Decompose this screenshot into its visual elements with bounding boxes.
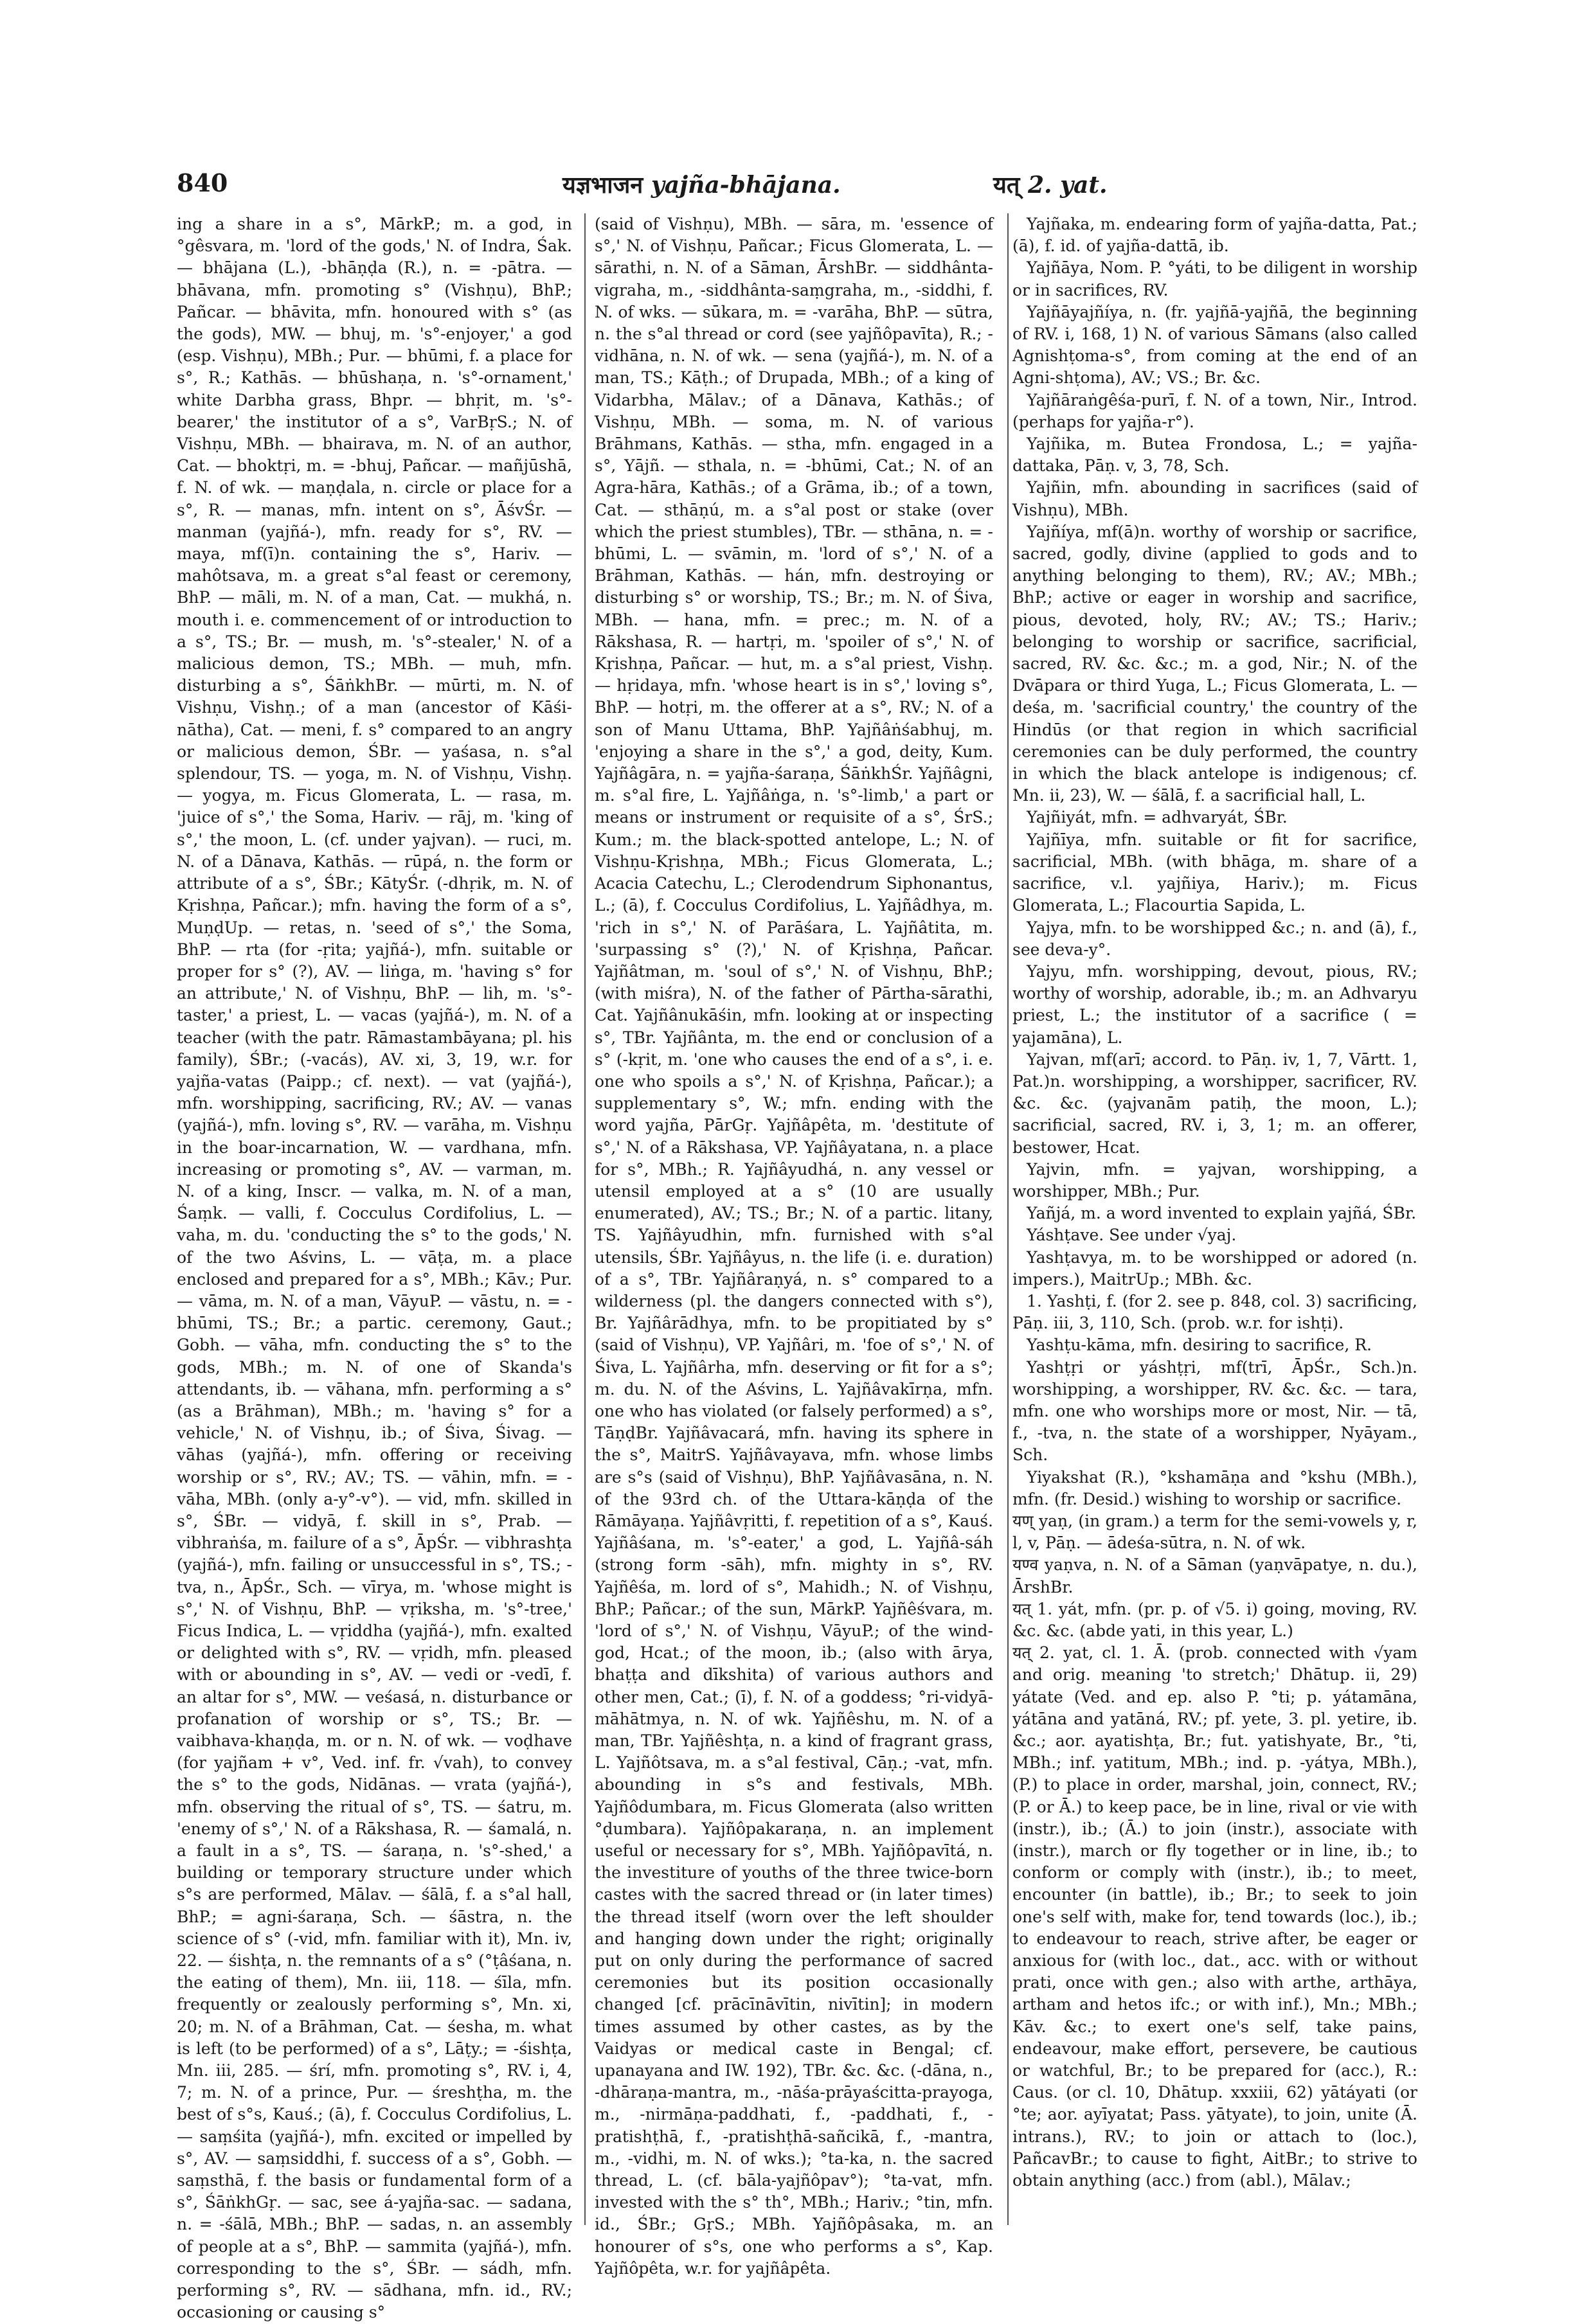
entry-yajnin: Yajñin, mfn. abounding in sacrifices (said of Vishṇu), MBh. [1012,478,1417,519]
running-header [177,168,1417,198]
entry-yashtavya: Yashṭavya, m. to be worshipped or adored (n. impers.), MaitrUp.; MBh. &c. [1012,1247,1417,1289]
entry-yashti: 1. Yashṭi, f. (for 2. see p. 848, col. 3) sacrificing, Pāṇ. iii, 3, 110, Sch. (prob. w.r. for ishṭi). [1012,1291,1417,1333]
right-running-head [993,168,1107,200]
column-1-text: ing a share in a s°, MārkP.; m. a god, in °gêsvara, m. 'lord of the gods,' N. of Indra, Śak. — bhājana (L.), -bhāṇḍa (R.), n. = -pātra. — bhāvana, mfn. promoting s° (Vishṇu), BhP.; Pañcar. — bhāvita, mfn. honoured with s° (as the gods), MW. — bhuj, m. 's°-enjoyer,' a god (esp. Vishṇu), MBh.; Pur. — bhūmi, f. a place for s°, R.; Kathās. — bhūshaṇa, n. 's°-ornament,' white Darbha grass, Bhpr. — bhṛit, m. 's°-bearer,' the institutor of a s°, VarBṛS.; N. of Vishṇu, MBh. — bhairava, m. N. of an author, Cat. — bhoktṛi, m. = -bhuj, Pañcar. — mañjūshā, f. N. of wk. — maṇḍala, n. circle or place for a s°, R. — manas, mfn. intent on s°, ĀśvŚr. — manman (yajñá-), mfn. ready for s°, RV. — maya, mf(ī)n. containing the s°, Hariv. — mahôtsava, m. a great s°al feast or ceremony, BhP. — māli, m. N. of a man, Cat. — mukhá, n. mouth i. e. commencement of or introduction to a s°, TS.; Br. — mush, m. 's°-stealer,' N. of a malicious demon, TS.; MBh. — muh, mfn. disturbing a s°, ŚāṅkhBr. — mūrti, m. N. of Vishṇu, Vishṇ.; of a man (ancestor of Kāśi-nātha), Cat. — meni, f. s° compared to an angry or malicious demon, ŚBr. — yaśasa, n. s°al splendour, TS. — yoga, m. N. of Vishṇu, Vishṇ. — yogya, m. Ficus Glomerata, L. — rasa, m. 'juice of s°,' the Soma, Hariv. — rāj, m. 'king of s°,' the moon, L. (cf. under yajvan). — ruci, m. N. of a Dānava, Kathās. — rūpá, n. the form or attribute of a s°, ŚBr.; KātyŚr. (-dhṛik, m. N. of Kṛishṇa, Pañcar.); mfn. having the form of a s°, MuṇḍUp. — retas, n. 'seed of s°,' the Soma, BhP. — rta (for -ṛita; yajñá-), mfn. suitable or proper for s° (?), AV. — liṅga, m. 'having s° for an attribute,' N. of Vishṇu, BhP. — lih, m. 's°-taster,' a priest, L. — vacas (yajñá-), m. N. of a teacher (with the patr. Rāmastambāyana; pl. his family), ŚBr.; (-vacás), AV. xi, 3, 19, w.r. for yajña-vatas (Paipp.; cf. next). — vat (yajñá-), mfn. worshipping, sacrificing, RV.; AV. — vanas (yajñá-), mfn. loving s°, RV. — varāha, m. Vishṇu in the boar-incarnation, W. — vardhana, mfn. increasing or promoting s°, AV. — varman, m. N. of a king, Inscr. — valka, m. N. of a man, Śaṃk. — valli, f. Cocculus Cordifolius, L. — vaha, m. du. 'conducting the s° to the gods,' N. of the two Aśvins, L. — vāṭa, m. a place enclosed and prepared for a s°, MBh.; Kāv.; Pur. — vāma, m. N. of a man, VāyuP. — vāstu, n. = -bhūmi, TS.; Br.; a partic. ceremony, Gaut.; Gobh. — vāha, mfn. conducting the s° to the gods, MBh.; m. N. of one of Skanda's attendants, ib. — vāhana, mfn. performing a s° (as a Brāhman), MBh.; m. 'having s° for a vehicle,' N. of Vishṇu, ib.; of Śiva, Śivag. — vāhas (yajñá-), mfn. offering or receiving worship or s°, RV.; AV.; TS. — vāhin, mfn. = -vāha, MBh. (only a-y°-v°). — vid, mfn. skilled in s°, ŚBr. — vidyā, f. skill in s°, Prab. — vibhraṅśa, m. failure of a s°, ĀpŚr. — vibhrashṭa (yajñá-), mfn. failing or unsuccessful in s°, TS.; -tva, n., ĀpŚr., Sch. — vīrya, m. 'whose might is s°,' N. of Vishṇu, BhP. — vṛiksha, m. 's°-tree,' Ficus Indica, L. — vṛiddha (yajñá-), mfn. exalted or delighted with s°, RV. — vṛidh, mfn. pleased with or abounding in s°, AV. — vedi or -vedī, f. an altar for s°, MW. — veśasá, n. disturbance or profanation of worship or s°, TS.; Br. — vaibhava-khaṇḍa, m. or n. N. of wk. — voḍhave (for yajñam + v°, Ved. inf. fr. √vah), to convey the s° to the gods, Nidānas. — vrata (yajñá-), mfn. observing the ritual of s°, TS. — śatru, m. 'enemy of s°,' N. of a Rākshasa, R. — śamalá, n. a fault in a s°, TS. — śaraṇa, n. 's°-shed,' a building or temporary structure under which s°s are performed, Mālav. — śālā, f. a s°al hall, BhP.; = agni-śaraṇa, Sch. — śāstra, n. the science of s° (-vid, mfn. familiar with it), Mn. iv, 22. — śishṭa, n. the remnants of a s° (°ṭâśana, n. the eating of them), Mn. iii, 118. — śīla, mfn. frequently or zealously performing s°, Mn. xi, 20; m. N. of a Brāhman, Cat. — śesha, m. what is left (to be performed) of a s°, Lāṭy.; = -śishṭa, Mn. iii, 285. — śrí, mfn. promoting s°, RV. i, 4, 7; m. N. of a prince, Pur. — śreshṭha, m. the best of s°s, Kauś.; (ā), f. Cocculus Cordifolius, L. — saṃśita (yajñá-), mfn. excited or impelled by s°, AV. — saṃsiddhi, f. success of a s°, Gobh. — saṃsthā, f. the basis or fundamental form of a s°, ŚāṅkhGṛ. — sac, see á-yajña-sac. — sadana, n. = -śālā, MBh.; BhP. — sadas, n. an assembly of people at a s°, BhP. — sammita (yajñá-), mfn. corresponding to the s°, ŚBr. — sádh, mfn. performing s°, RV. — sādhana, mfn. id., RV.; occasioning or causing s° [177,215,572,2322]
right-head-devanagari: यत् [993,172,1020,199]
entry-yanva: यण्व yaṇva, n. N. of a Sāman (yaṇvāpatye, n. du.), ĀrshBr. [1012,1555,1417,1596]
text-columns [177,213,1417,2322]
right-head-transliteration: 2. yat. [1027,172,1108,199]
entry-yajya: Yajya, mfn. to be worshipped &c.; n. and (ā), f., see deva-y°. [1012,918,1417,959]
entry-yan: यण् yaṇ, (in gram.) a term for the semi-vowels y, r, l, v, Pāṇ. — ādeśa-sūtra, n. N. of wk. [1012,1511,1417,1553]
entry-yajvan: Yajvan, mf(arī; accord. to Pāṇ. iv, 1, 7, Vārtt. 1, Pat.)n. worshipping, a worshipper, sacrificer, RV. &c. &c. (yajvanām patiḥ, the moon, L.); sacrificial, sacred, RV. i, 3, 1; m. an offerer, bestower, Hcat. [1012,1050,1417,1157]
column-3 [1012,213,1417,2219]
entry-yajnaka: Yajñaka, m. endearing form of yajña-datta, Pat.; (ā), f. id. of yajña-dattā, ib. [1012,215,1417,256]
entry-yanja: Yañjá, m. a word invented to explain yajñá, ŚBr. [1027,1204,1417,1223]
entry-yajniya-2: Yajñīya, mfn. suitable or fit for sacrifice, sacrificial, MBh. (with bhāga, m. share of a sacrifice, v.l. yajñiya, Hariv.); m. Ficus Glomerata, L.; Flacourtia Sapida, L. [1012,830,1417,915]
entry-yajnarangesa-puri: Yajñāraṅgêśa-purī, f. N. of a town, Nir., Introd. (perhaps for yajña-r°). [1012,390,1417,431]
left-head-transliteration: yajña-bhājana. [651,172,841,199]
entry-yajnika: Yajñika, m. Butea Frondosa, L.; = yajña-dattaka, Pāṇ. v, 3, 78, Sch. [1012,434,1417,476]
page-number: 840 [177,168,228,197]
column-2-text: (said of Vishṇu), MBh. — sāra, m. 'essence of s°,' N. of Vishṇu, Pañcar.; Ficus Glomerata, L. — sārathi, n. N. of a Sāman, ĀrshBr. — siddhânta-vigraha, m., -siddhânta-saṃgraha, m., -siddhi, f. N. of wks. — sūkara, m. = -varāha, BhP. — sūtra, n. the s°al thread or cord (see yajñôpavīta), R.; -vidhāna, n. N. of wk. — sena (yajñá-), m. N. of a man, TS.; Kāṭh.; of Drupada, MBh.; of a king of Vidarbha, Mālav.; of a Dānava, Kathās.; of Vishṇu, MBh. — soma, m. N. of various Brāhmans, Kathās. — stha, mfn. engaged in a s°, Yājñ. — sthala, n. = -bhūmi, Cat.; N. of an Agra-hāra, Kathās.; of a Grāma, ib.; of a town, Cat. — sthāṇú, m. a s°al post or stake (over which the priest stumbles), TBr. — sthāna, n. = -bhūmi, L. — svāmin, m. 'lord of s°,' N. of a Brāhman, Kathās. — hán, mfn. destroying or disturbing s° or worship, TS.; Br.; m. N. of Śiva, MBh. — hana, mfn. = prec.; m. N. of a Rākshasa, R. — hartṛi, m. 'spoiler of s°,' N. of Kṛishṇa, Pañcar. — hut, m. a s°al priest, Vishṇ. — hṛidaya, mfn. 'whose heart is in s°,' loving s°, BhP. — hotṛi, m. the offerer at a s°, RV.; N. of a son of Manu Uttama, BhP. Yajñâṅśabhuj, m. 'enjoying a share in the s°,' a god, deity, Kum. Yajñâgāra, n. = yajña-śaraṇa, ŚāṅkhŚr. Yajñâgni, m. s°al fire, L. Yajñâṅga, n. 's°-limb,' a part or means or instrument or requisite of a s°, ŚrS.; Kum.; m. the black-spotted antelope, L.; N. of Vishṇu-Kṛishṇa, MBh.; Ficus Glomerata, L.; Acacia Catechu, L.; Clerodendrum Siphonantus, L.; (ā), f. Cocculus Cordifolius, L. Yajñâdhya, m. 'rich in s°,' N. of Parāśara, L. Yajñâtita, m. 'surpassing s° (?),' N. of Kṛishṇa, Pañcar. Yajñâtman, m. 'soul of s°,' N. of Vishṇu, BhP.; (with miśra), N. of the father of Pārtha-sārathi, Cat. Yajñânukāśin, mfn. looking at or inspecting s°, TBr. Yajñânta, m. the end or conclusion of a s° (-kṛit, m. 'one who causes the end of a s°, i. e. one who spoils a s°,' N. of Kṛishṇa, Pañcar.); a supplementary s°, W.; mfn. ending with the word yajña, PārGṛ. Yajñâpêta, m. 'destitute of s°,' N. of a Rākshasa, VP. Yajñâyatana, n. a place for s°, MBh.; R. Yajñâyudhá, n. any vessel or utensil employed at a s° (10 are usually enumerated), AV.; TS.; Br.; N. of a partic. litany, TS. Yajñâyudhin, mfn. furnished with s°al utensils, ŚBr. Yajñâyus, n. the life (i. e. duration) of a s°, TBr. Yajñâraṇyá, n. s° compared to a wilderness (pl. the dangers connected with s°), Br. Yajñârādhya, mfn. to be propitiated by s° (said of Vishṇu), VP. Yajñâri, m. 'foe of s°,' N. of Śiva, L. Yajñârha, mfn. deserving or fit for a s°; m. du. N. of the Aśvins, L. Yajñâvakīrṇa, mfn. one who has violated (or falsely performed) a s°, TāṇḍBr. Yajñâvacará, mfn. having its sphere in the s°, MaitrS. Yajñâvayava, mfn. whose limbs are s°s (said of Vishṇu), BhP. Yajñâvasāna, n. N. of the 93rd ch. of the Uttara-kāṇḍa of the Rāmāyaṇa. Yajñâvṛitti, f. repetition of a s°, Kauś. Yajñâśana, m. 's°-eater,' a god, L. Yajñâ-sáh (strong form -sāh), mfn. mighty in s°, RV. Yajñêśa, m. lord of s°, Mahidh.; N. of Vishṇu, BhP.; Pañcar.; of the sun, MārkP. Yajñêśvara, m. 'lord of s°,' N. of Vishṇu, VāyuP.; of the wind-god, Hcat.; of the moon, ib.; (also with ārya, bhaṭṭa and dīkshita) of various authors and other men, Cat.; (ī), f. N. of a goddess; °ri-vidyā-māhātmya, n. N. of wk. Yajñêshu, m. N. of a man, TBr. Yajñêshṭa, n. a kind of fragrant grass, L. Yajñôtsava, m. a s°al festival, Cāṇ.; -vat, mfn. abounding in s°s and festivals, MBh. Yajñôdumbara, m. Ficus Glomerata (also written °ḍumbara). Yajñôpakaraṇa, n. an implement useful or necessary for s°, MBh. Yajñôpavītá, n. the investiture of youths of the three twice-born castes with the sacred thread or (in later times) the thread itself (worn over the left shoulder and hanging down under the right; originally put on only during the performance of sacred ceremonies but its position occasionally changed [cf. prācīnāvītin, nivītin]; in modern times assumed by other castes, as by the Vaidyas or medical caste in Bengal; cf. upanayana and IW. 192), TBr. &c. &c. (-dāna, n., -dhāraṇa-mantra, m., -nāśa-prāyaścitta-prayoga, m., -nirmāṇa-paddhati, f., -paddhati, f., -pratishṭhā, f., -pratishṭhā-sañcikā, f., -mantra, m., -vidhi, m. N. of wks.); °ta-ka, n. the sacred thread, L. (cf. bāla-yajñôpav°); °ta-vat, mfn. invested with the s° th°, MBh.; Hariv.; °tin, mfn. id., ŚBr.; GṛS.; MBh. Yajñôpâsaka, m. an honourer of s°s, one who performs a s°, Kap. Yajñôpêta, w.r. for yajñâpêta. [595,215,993,2278]
column-2 [595,213,993,2278]
column-1 [177,213,572,2322]
entry-yajvin: Yajvin, mfn. = yajvan, worshipping, a worshipper, MBh.; Pur. [1012,1159,1417,1201]
entry-yashtave: Yáshṭave. See under √yaj. [1027,1226,1237,1245]
entry-yiyakshat: Yiyakshat (R.), °kshamāṇa and °kshu (MBh.), mfn. (fr. Desid.) wishing to worship or sacrifice. [1012,1467,1417,1508]
entry-yajnaya: Yajñāya, Nom. P. °yáti, to be diligent in worship or in sacrifices, RV. [1012,258,1417,299]
entry-yashtu-kama: Yashṭu-kāma, mfn. desiring to sacrifice, R. [1027,1336,1372,1355]
entry-yashtri: Yashṭṛi or yáshṭṛi, mf(trī, ĀpŚr., Sch.)n. worshipping, a worshipper, RV. &c. &c. — tara, mfn. one who worships more or most, Nir. — tā, f., -tva, n. the state of a worshipper, Nyāyam., Sch. [1012,1357,1417,1465]
entry-yajniya: Yajñíya, mf(ā)n. worthy of worship or sacrifice, sacred, godly, divine (applied to gods and to anything belonging to them), RV.; AV.; MBh.; BhP.; active or eager in worship and sacrifice, pious, devoted, holy, RV.; AV.; TS.; Hariv.; belonging to worship or sacrifice, sacrificial, sacred, RV. &c. &c.; m. a god, Nir.; N. of the Dvāpara or third Yuga, L.; Ficus Glomerata, L. — deśa, m. 'sacrificial country,' the country of the Hindūs (or that region in which sacrificial ceremonies can be duly performed, the country in which the black antelope is indigenous; cf. Mn. ii, 23), W. — śālā, f. a sacrificial hall, L. [1012,522,1417,805]
entry-yajyu: Yajyu, mfn. worshipping, devout, pious, RV.; worthy of worship, adorable, ib.; m. an Adhvaryu priest, L.; the institutor of a sacrifice ( = yajamāna), L. [1012,961,1417,1047]
entry-yajniyat: Yajñiyát, mfn. = adhvaryát, ŚBr. [1027,808,1288,827]
entry-yat-1: यत् 1. yát, mfn. (pr. p. of √5. i) going, moving, RV. &c. &c. (abde yati, in this year, L.) [1012,1599,1417,1640]
entry-yajnayajniya: Yajñāyajñíya, n. (fr. yajñā-yajñā, the beginning of RV. i, 168, 1) N. of various Sāmans (also called Agnishṭoma-s°, from coming at the end of an Agni-shṭoma), AV.; VS.; Br. &c. [1012,302,1417,388]
entry-yat-2: यत् 2. yat, cl. 1. Ā. (prob. connected with √yam and orig. meaning 'to stretch;' Dhātup. ii, 29) yátate (Ved. and ep. also P. °ti; p. yátamāna, yátāna and yatāná, RV.; pf. yete, 3. pl. yetire, ib. &c.; aor. ayatishṭa, Br.; fut. yatishyate, Br., °ti, MBh.; inf. yatitum, MBh.; ind. p. -yátya, MBh.), (P.) to place in order, marshal, join, connect, RV.; (P. or Ā.) to keep pace, be in line, rival or vie with (instr.), ib.; (Ā.) to join (instr.), associate with (instr.), march or fly together or in line, ib.; to conform or comply with (instr.), ib.; to meet, encounter (in battle), ib.; Br.; to seek to join one's self with, make for, tend towards (loc.), ib.; to endeavour to reach, strive after, be eager or anxious for (with loc., dat., acc. with or without prati, once with gen.; also with arthe, arthāya, artham and hetos ifc.; or with inf.), Mn.; MBh.; Kāv. &c.; to exert one's self, take pains, endeavour, make effort, persevere, be cautious or watchful, Br.; to be prepared for (acc.), R.: Caus. (or cl. 10, Dhātup. xxxiii, 62) yātáyati (or °te; aor. ayīyatat; Pass. yātyate), to join, unite (Ā. intrans.), RV.; to join or attach to (loc.), PañcavBr.; to cause to fight, AitBr.; to strive to obtain anything (acc.) from (abl.), Mālav.; [1012,1643,1417,2190]
left-head-devanagari: यज्ञभाजन [562,172,643,199]
left-running-head [562,168,841,200]
